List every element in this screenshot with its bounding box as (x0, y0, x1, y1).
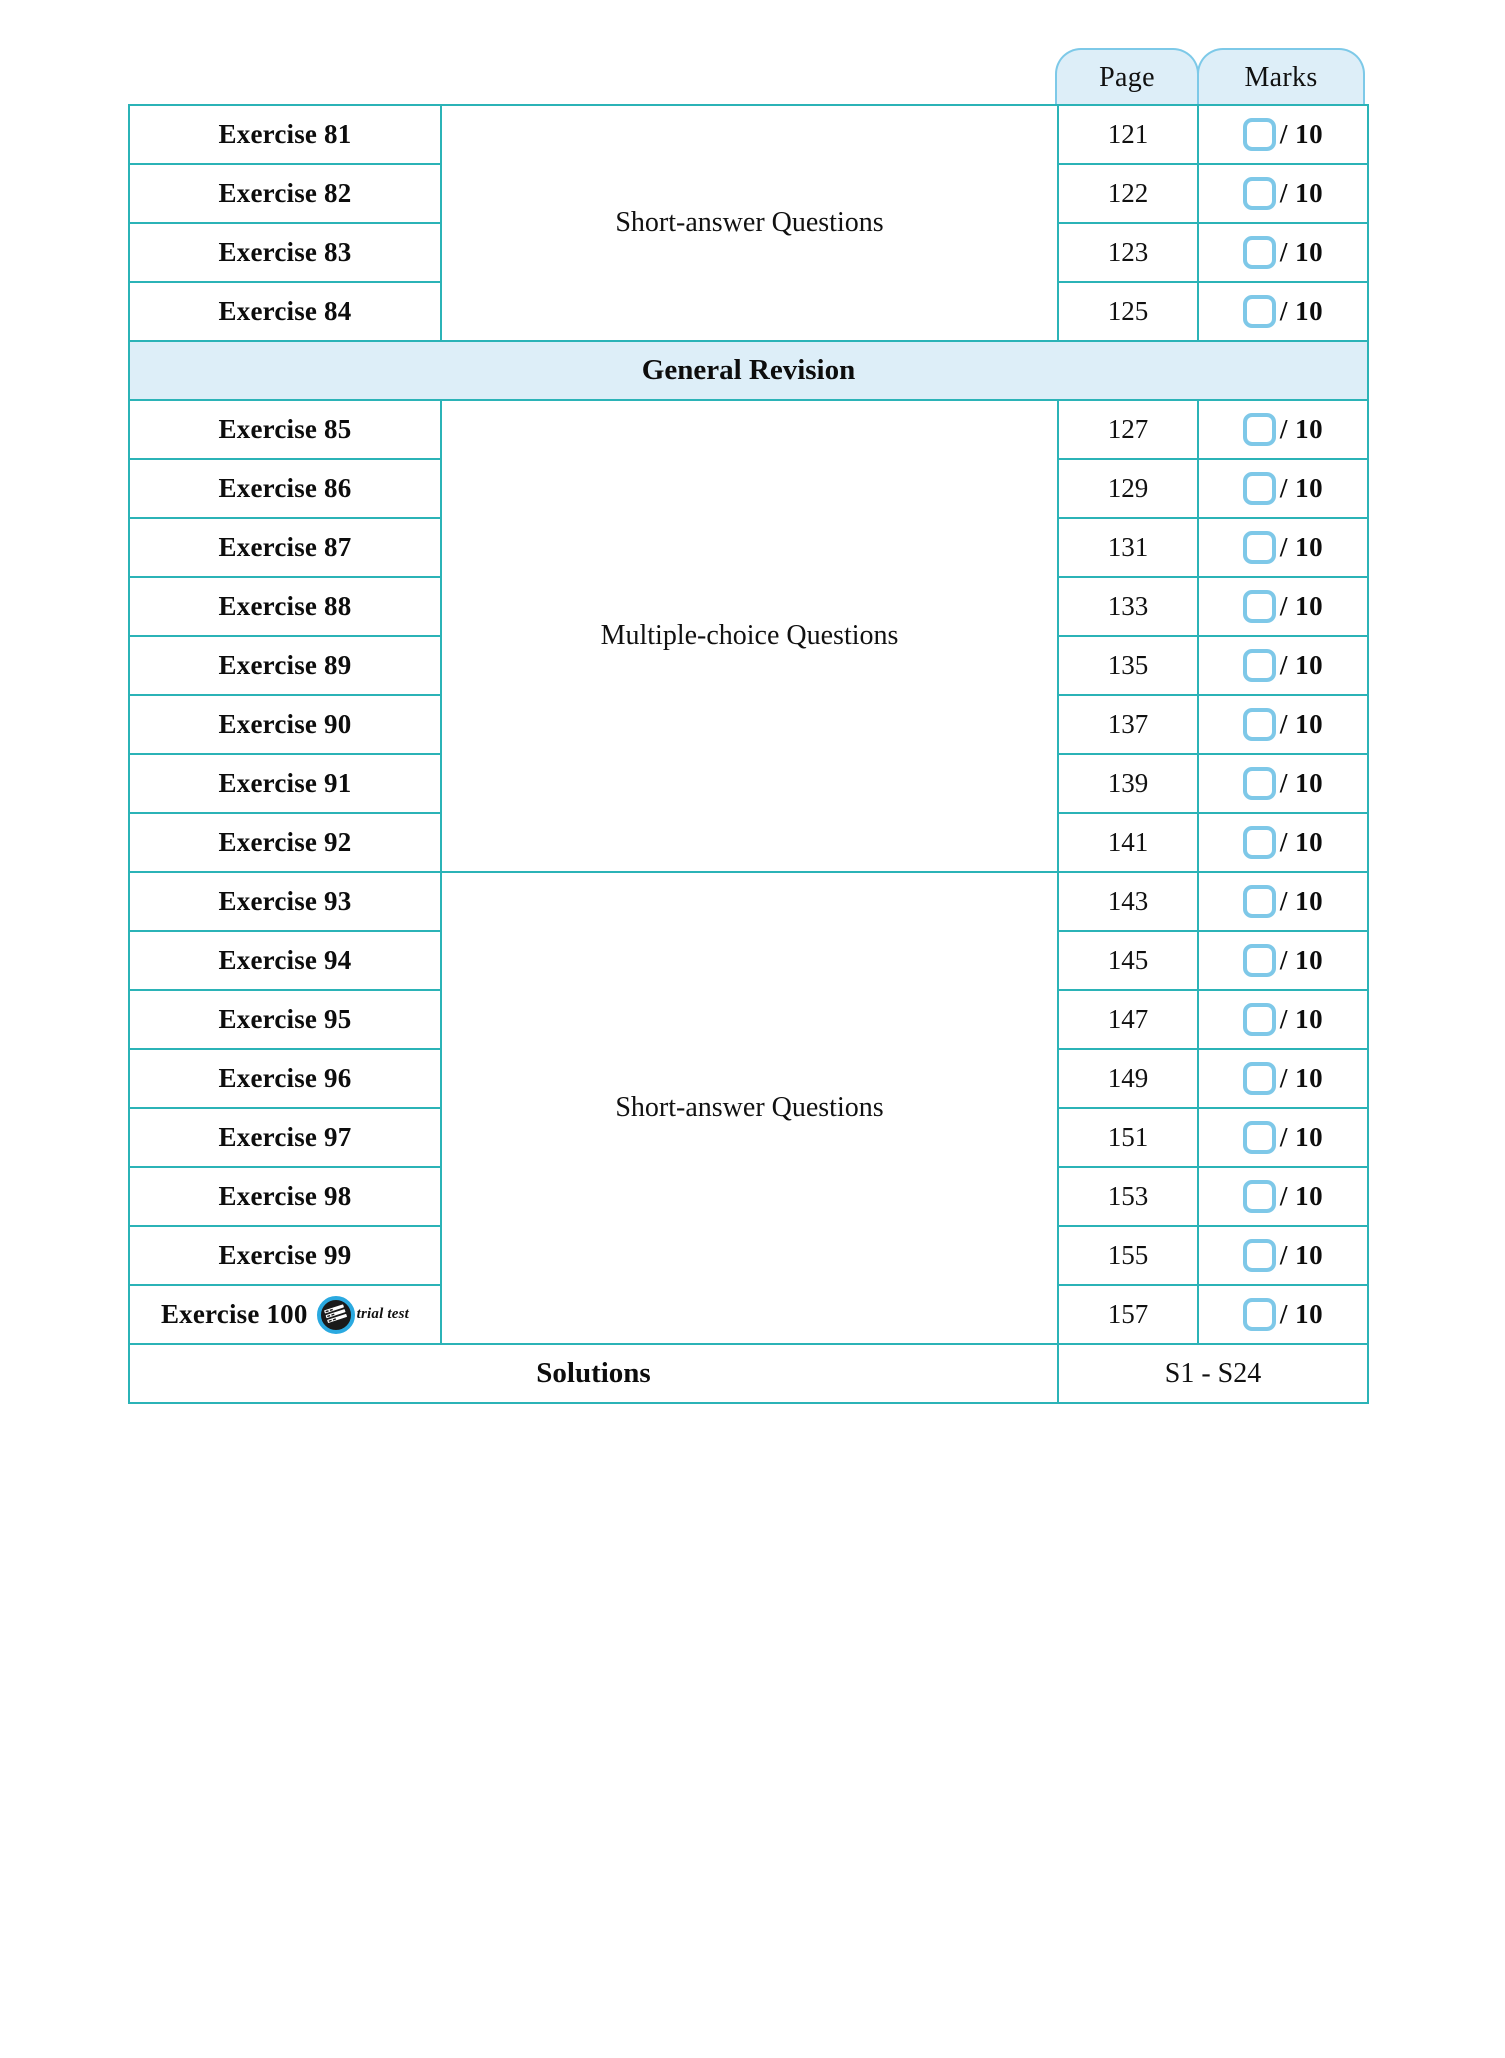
exercise-cell: Exercise 94 (129, 931, 441, 990)
column-header-marks (1197, 48, 1365, 106)
page-cell: 135 (1058, 636, 1198, 695)
marks-cell (1198, 1108, 1368, 1167)
marks-cell (1198, 754, 1368, 813)
marks-cell (1198, 1049, 1368, 1108)
marks-cell (1198, 577, 1368, 636)
exercise-cell: Exercise 85 (129, 400, 441, 459)
exercise-cell: Exercise 96 (129, 1049, 441, 1108)
page-cell: 157 (1058, 1285, 1198, 1344)
marks-checkbox[interactable] (1243, 649, 1276, 682)
exercise-cell: Exercise 97 (129, 1108, 441, 1167)
marks-total-label: / 10 (1279, 945, 1324, 975)
exercise-cell: Exercise 93 (129, 872, 441, 931)
exercise-cell: Exercise 89 (129, 636, 441, 695)
marks-total-label: / 10 (1279, 886, 1324, 916)
marks-checkbox[interactable] (1243, 413, 1276, 446)
page-cell: 153 (1058, 1167, 1198, 1226)
marks-checkbox[interactable] (1243, 177, 1276, 210)
column-header-page-label: Page (1099, 62, 1155, 93)
page-cell: 137 (1058, 695, 1198, 754)
marks-total-label: / 10 (1279, 119, 1324, 149)
marks-cell (1198, 1285, 1368, 1344)
marks-total-label: / 10 (1279, 237, 1324, 267)
marks-checkbox[interactable] (1243, 708, 1276, 741)
marks-checkbox[interactable] (1243, 236, 1276, 269)
marks-total-label: / 10 (1279, 178, 1324, 208)
marks-checkbox[interactable] (1243, 1062, 1276, 1095)
marks-checkbox[interactable] (1243, 531, 1276, 564)
exercise-cell: Exercise 91 (129, 754, 441, 813)
trial-test-badge (317, 1296, 409, 1334)
marks-checkbox[interactable] (1243, 826, 1276, 859)
trial-test-icon (317, 1296, 355, 1334)
page-cell: 141 (1058, 813, 1198, 872)
marks-cell (1198, 872, 1368, 931)
marks-total-label: / 10 (1279, 709, 1324, 739)
marks-cell (1198, 931, 1368, 990)
marks-checkbox[interactable] (1243, 1121, 1276, 1154)
marks-total-label: / 10 (1279, 1063, 1324, 1093)
marks-cell (1198, 223, 1368, 282)
table-body (129, 105, 1368, 1403)
page-cell: 125 (1058, 282, 1198, 341)
marks-cell (1198, 459, 1368, 518)
page-cell: 127 (1058, 400, 1198, 459)
table-row-banner (129, 341, 1368, 400)
marks-total-label: / 10 (1279, 827, 1324, 857)
marks-checkbox[interactable] (1243, 118, 1276, 151)
marks-total-label: / 10 (1279, 591, 1324, 621)
page-cell: 147 (1058, 990, 1198, 1049)
page-cell: 143 (1058, 872, 1198, 931)
marks-cell (1198, 695, 1368, 754)
marks-cell (1198, 1167, 1368, 1226)
marks-cell (1198, 636, 1368, 695)
page-cell: 139 (1058, 754, 1198, 813)
question-type-cell: Multiple-choice Questions (441, 400, 1058, 872)
table-row (129, 400, 1368, 459)
page-cell: 122 (1058, 164, 1198, 223)
table-row-solutions (129, 1344, 1368, 1403)
marks-total-label: / 10 (1279, 768, 1324, 798)
marks-cell (1198, 813, 1368, 872)
page-cell: 131 (1058, 518, 1198, 577)
exercise-cell: Exercise 92 (129, 813, 441, 872)
marks-total-label: / 10 (1279, 1181, 1324, 1211)
marks-cell (1198, 105, 1368, 164)
column-header-marks-label: Marks (1244, 62, 1318, 93)
marks-checkbox[interactable] (1243, 1239, 1276, 1272)
exercise-cell: Exercise 87 (129, 518, 441, 577)
marks-cell (1198, 518, 1368, 577)
page-cell: 155 (1058, 1226, 1198, 1285)
marks-checkbox[interactable] (1243, 767, 1276, 800)
exercise-cell: Exercise 81 (129, 105, 441, 164)
exercise-label: Exercise 100 (160, 1299, 308, 1329)
marks-cell (1198, 990, 1368, 1049)
marks-cell (1198, 164, 1368, 223)
solutions-pages: S1 - S24 (1058, 1344, 1368, 1403)
marks-total-label: / 10 (1279, 1240, 1324, 1270)
page-cell: 149 (1058, 1049, 1198, 1108)
marks-cell (1198, 1226, 1368, 1285)
marks-cell (1198, 282, 1368, 341)
exercise-cell: Exercise 90 (129, 695, 441, 754)
trial-test-label: trial test (356, 1306, 410, 1322)
marks-total-label: / 10 (1279, 1004, 1324, 1034)
exercise-cell: Exercise 99 (129, 1226, 441, 1285)
contents-table (128, 104, 1369, 1404)
marks-checkbox[interactable] (1243, 590, 1276, 623)
marks-total-label: / 10 (1279, 532, 1324, 562)
marks-total-label: / 10 (1279, 473, 1324, 503)
exercise-cell: Exercise 82 (129, 164, 441, 223)
exercise-cell: Exercise 86 (129, 459, 441, 518)
marks-total-label: / 10 (1279, 296, 1324, 326)
section-banner-general-revision: General Revision (129, 341, 1368, 400)
exercise-cell: Exercise 98 (129, 1167, 441, 1226)
solutions-label: Solutions (129, 1344, 1058, 1403)
page-cell: 121 (1058, 105, 1198, 164)
marks-cell (1198, 400, 1368, 459)
marks-checkbox[interactable] (1243, 295, 1276, 328)
marks-checkbox[interactable] (1243, 885, 1276, 918)
table-row (129, 105, 1368, 164)
page-cell: 133 (1058, 577, 1198, 636)
page-cell: 151 (1058, 1108, 1198, 1167)
page-cell: 129 (1058, 459, 1198, 518)
page-cell: 145 (1058, 931, 1198, 990)
question-type-cell: Short-answer Questions (441, 872, 1058, 1344)
table-row (129, 872, 1368, 931)
marks-checkbox[interactable] (1243, 472, 1276, 505)
marks-checkbox[interactable] (1243, 1180, 1276, 1213)
marks-checkbox[interactable] (1243, 1298, 1276, 1331)
marks-total-label: / 10 (1279, 1122, 1324, 1152)
page-cell: 123 (1058, 223, 1198, 282)
marks-total-label: / 10 (1279, 414, 1324, 444)
table-header-tabs (1055, 48, 1367, 106)
column-header-page (1055, 48, 1199, 106)
question-type-cell: Short-answer Questions (441, 105, 1058, 341)
exercise-cell (129, 1285, 441, 1344)
marks-total-label: / 10 (1279, 650, 1324, 680)
marks-total-label: / 10 (1279, 1299, 1324, 1329)
exercise-cell: Exercise 88 (129, 577, 441, 636)
marks-checkbox[interactable] (1243, 944, 1276, 977)
marks-checkbox[interactable] (1243, 1003, 1276, 1036)
exercise-cell: Exercise 83 (129, 223, 441, 282)
exercise-cell: Exercise 95 (129, 990, 441, 1049)
booklet-icon (321, 1301, 350, 1327)
exercise-cell: Exercise 84 (129, 282, 441, 341)
